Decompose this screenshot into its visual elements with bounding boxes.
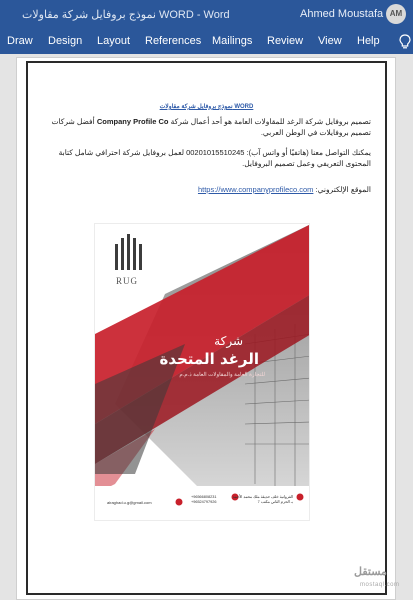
cover-phones — [191, 495, 216, 505]
tab-review[interactable]: Review — [267, 35, 304, 47]
document-title: نموذج بروفايل شركة مقاولات WORD - Word — [22, 9, 230, 21]
intro-paragraph — [46, 116, 371, 138]
website-link[interactable]: https://www.companyprofileco.com — [197, 185, 314, 194]
cover-title-line1: شركة — [214, 334, 243, 348]
cover-phone-2: +96524797926 — [191, 500, 217, 504]
tab-mailings[interactable]: Mailings — [212, 35, 253, 47]
tab-draw[interactable]: Draw — [7, 35, 33, 47]
contact-paragraph: يمكنك التواصل معنا (هاتفيًا أو واتس آب): 00201015510245 لعمل بروفايل شركة احترافي شامل كتابة المحتوى التعريفي وعمل تصميم البروفايل. — [58, 148, 371, 168]
watermark-logo: مستقل — [354, 566, 387, 578]
title-bar — [0, 0, 413, 30]
ribbon-tabs — [0, 30, 413, 54]
website-label: الموقع الإلكتروني: — [315, 185, 371, 194]
document-heading: نموذج بروفايل شركة مقاولات WORD — [159, 104, 254, 110]
avatar[interactable]: AM — [386, 4, 406, 24]
cover-logo-text: RUG — [116, 276, 139, 286]
website-line — [46, 184, 371, 195]
cover-subtitle: للتجارة العامة والمقاولات العامة ذ.م.م — [179, 372, 265, 378]
watermark-domain: mostaql.com — [360, 582, 400, 588]
document-canvas[interactable] — [0, 54, 413, 600]
page-border — [26, 61, 387, 595]
cover-phone-1: +96566808231 — [191, 495, 217, 499]
tab-help[interactable]: Help — [357, 35, 380, 47]
lightbulb-icon[interactable] — [399, 34, 411, 50]
account-name[interactable]: Ahmed Moustafa — [300, 8, 384, 20]
profile-cover-image — [94, 223, 310, 521]
brand-name: Company Profile Co — [96, 117, 169, 126]
tab-view[interactable]: View — [318, 35, 342, 47]
document-page[interactable] — [16, 57, 396, 600]
cover-title-line2: الرغد المتحدة — [159, 350, 259, 368]
cover-address: الفروانية خلف حديقة ملك محمد الأحمد بـ الحرم الثاني مكتب 7 — [232, 495, 293, 504]
intro-tail: أفضل شركات تصميم بروفايلات في الوطن العربي. — [51, 117, 371, 137]
cover-email: alraghad.u.g@gmail.com — [107, 500, 152, 505]
intro-text: تصميم بروفايل شركة الرغد للمقاولات العامة هو أحد أعمال شركة — [170, 117, 371, 126]
tab-references[interactable]: References — [145, 35, 202, 47]
tab-layout[interactable]: Layout — [97, 35, 131, 47]
tab-design[interactable]: Design — [48, 35, 83, 47]
